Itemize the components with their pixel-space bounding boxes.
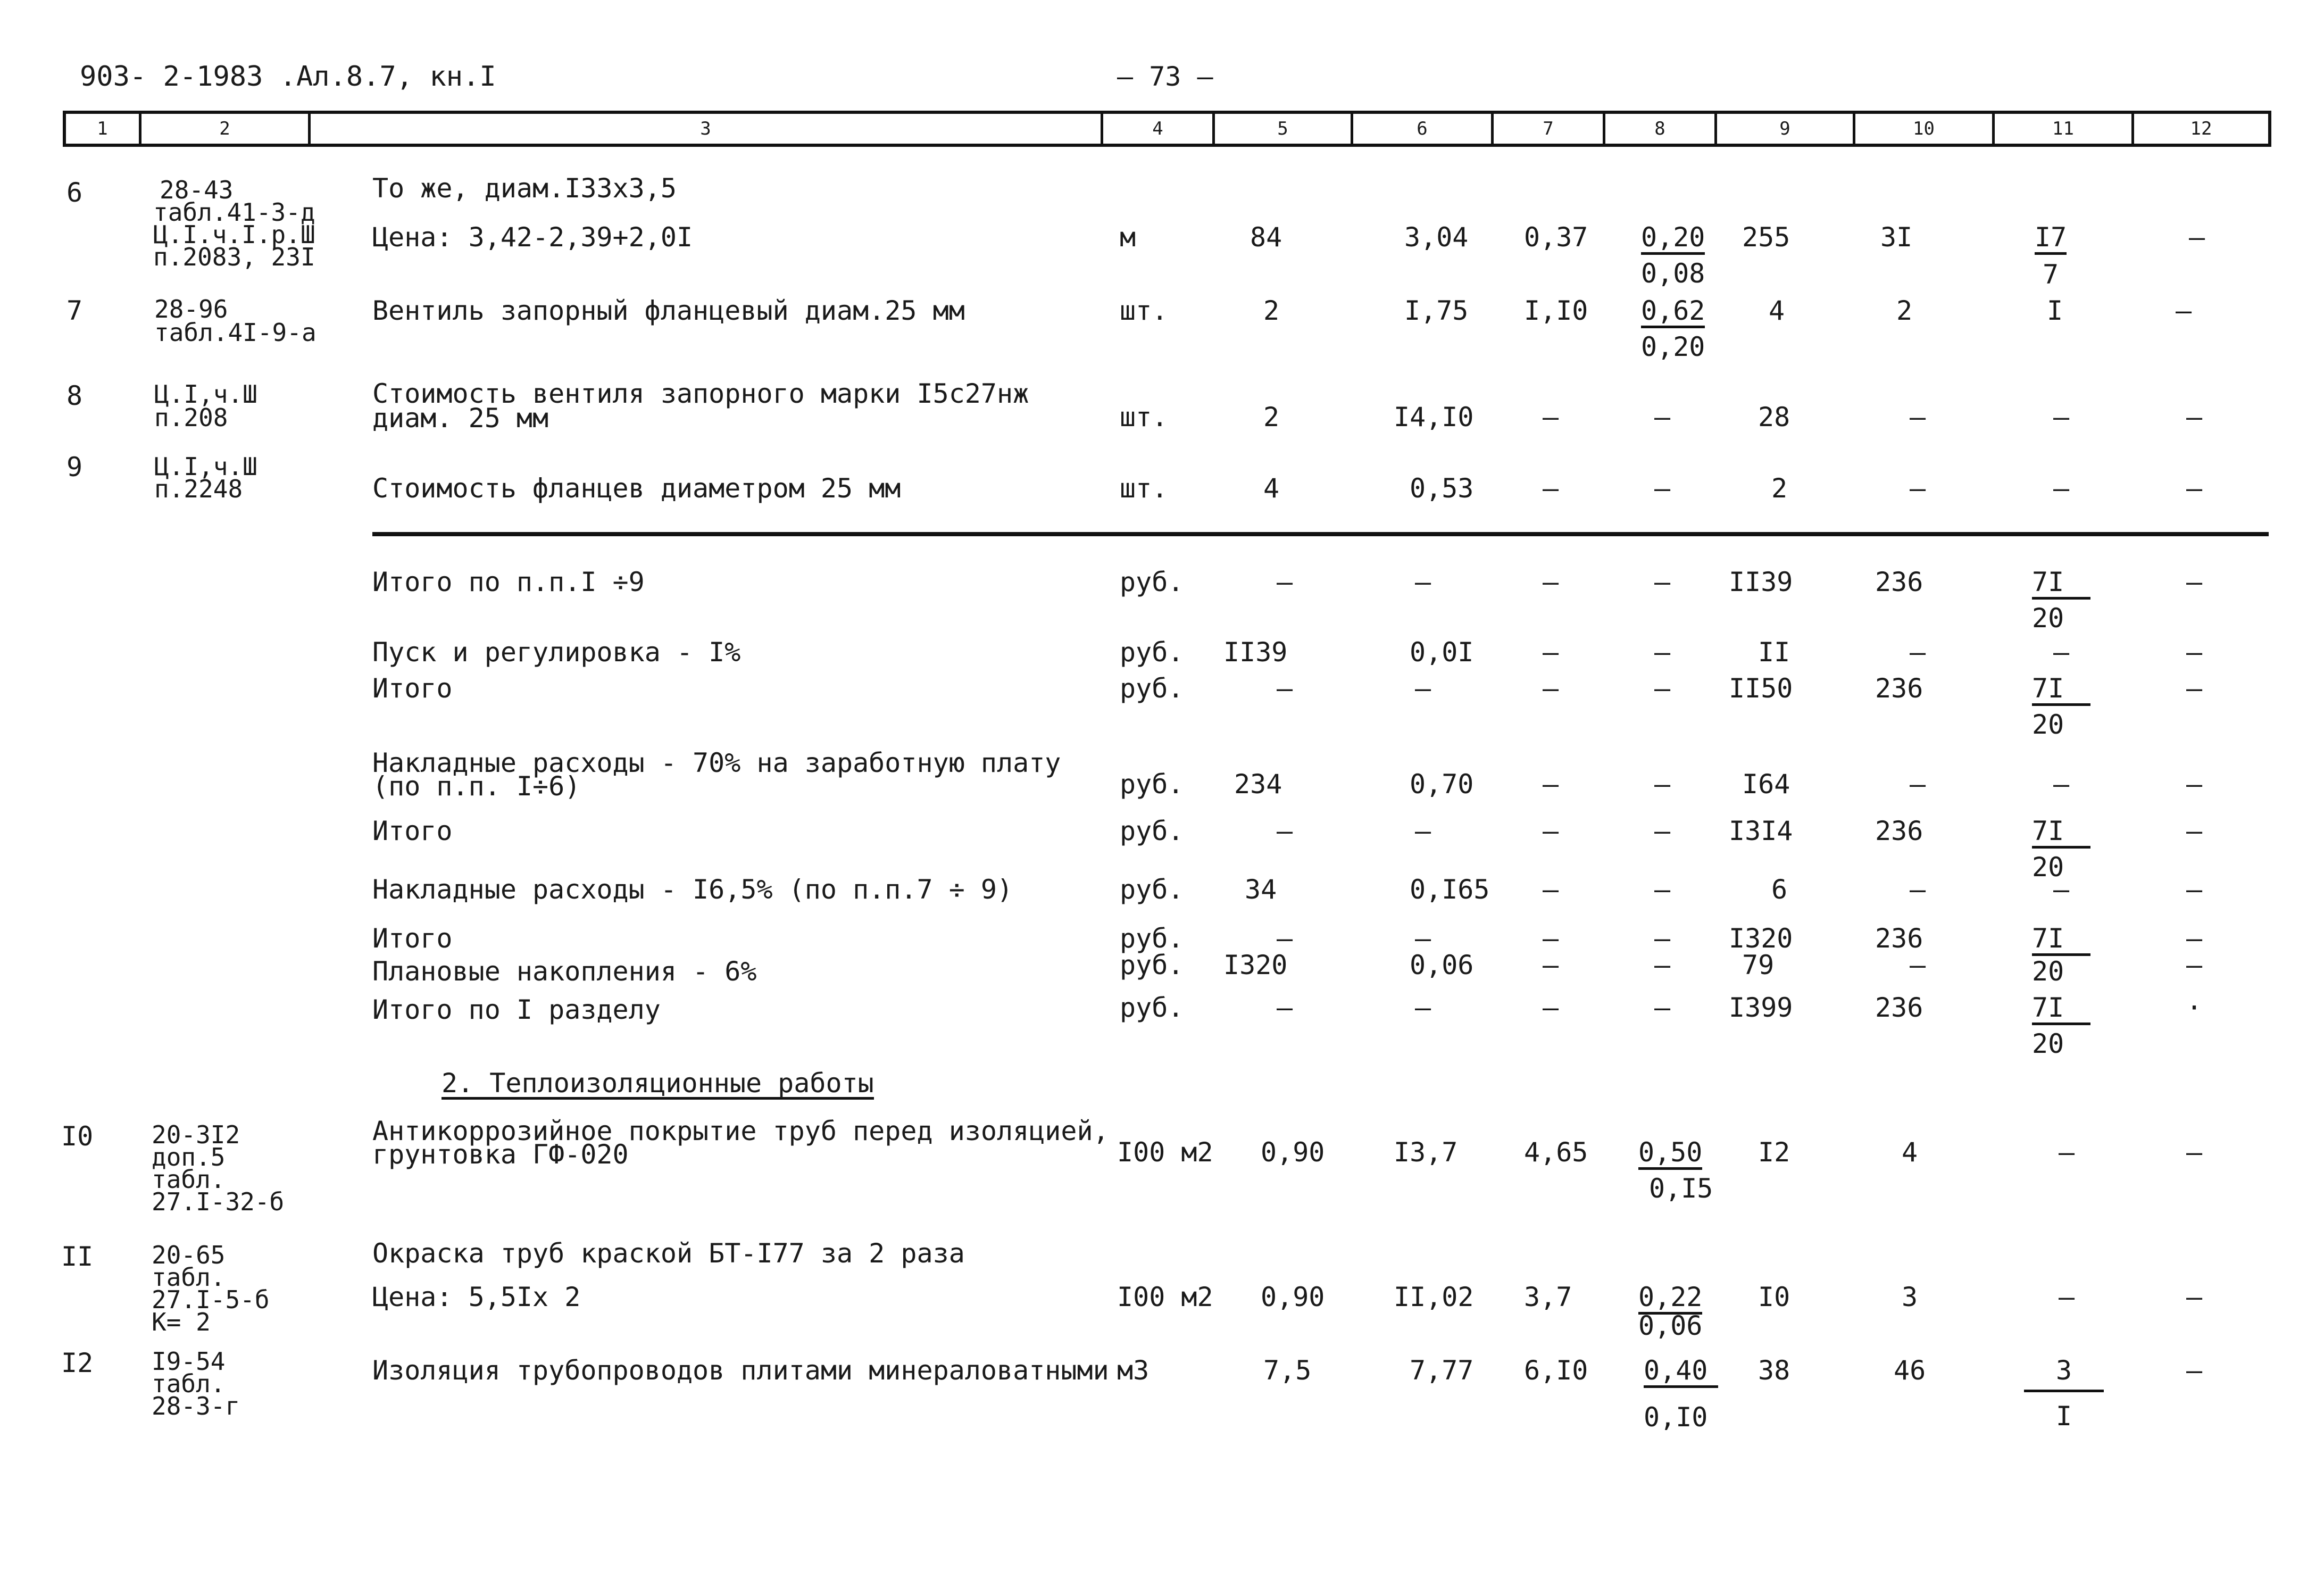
- section-divider: [372, 532, 2269, 536]
- cell-c5: –: [1277, 816, 1293, 846]
- total-unit: руб.: [1120, 923, 1184, 954]
- cell-c10: 46: [1894, 1355, 1926, 1386]
- row-code: 28-3-г: [152, 1392, 240, 1420]
- cell-c12: –: [2186, 769, 2203, 800]
- cell-c11: –: [2053, 637, 2070, 668]
- cell-c10: 3I: [1880, 222, 1913, 253]
- cell-c6: 7,77: [1410, 1355, 1474, 1386]
- cell-c7: –: [1543, 923, 1559, 954]
- cell-c12: ·: [2186, 992, 2203, 1023]
- cell-c8-denominator: 0,20: [1641, 331, 1705, 362]
- cell-c12: –: [2186, 673, 2203, 704]
- cell-c6: I4,I0: [1394, 402, 1474, 433]
- cell-c8-denominator: 0,I0: [1644, 1402, 1708, 1433]
- row-description: То же, диам.I33х3,5: [372, 173, 677, 204]
- total-unit: руб.: [1120, 816, 1184, 846]
- cell-c9: I399: [1729, 992, 1793, 1023]
- row-code: 20-3I2: [152, 1120, 240, 1149]
- cell-c8: –: [1654, 816, 1671, 846]
- row-description: Изоляция трубопроводов плитами минераловатными: [372, 1355, 1109, 1386]
- row-code: Ц.I,ч.Ш: [154, 380, 257, 409]
- row-code: табл.4I-9-а: [154, 318, 316, 347]
- column-header: 7: [1494, 114, 1605, 144]
- cell-c12: –: [2186, 567, 2203, 597]
- row-number: 6: [66, 177, 83, 208]
- total-unit: руб.: [1120, 769, 1184, 800]
- total-description: Итого по п.п.I ÷9: [372, 567, 645, 597]
- cell-c12: –: [2186, 1355, 2203, 1386]
- row-description: Окраска труб краской БТ-I77 за 2 раза: [372, 1238, 965, 1269]
- cell-c9: 6: [1771, 874, 1788, 905]
- cell-c9: 38: [1758, 1355, 1790, 1386]
- column-header-row: [63, 111, 2271, 147]
- cell-c8: –: [1654, 874, 1671, 905]
- cell-c11: –: [2053, 769, 2070, 800]
- cell-c6: –: [1415, 567, 1431, 597]
- row-unit: м3: [1117, 1355, 1149, 1386]
- cell-c9: 255: [1742, 222, 1790, 253]
- cell-c8: –: [1654, 992, 1671, 1023]
- cell-c5: 84: [1250, 222, 1282, 253]
- cell-c6: 0,70: [1410, 769, 1474, 800]
- row-unit: шт.: [1120, 295, 1168, 326]
- total-unit: руб.: [1120, 637, 1184, 668]
- cell-c7: 4,65: [1524, 1137, 1588, 1168]
- cell-c5: 2: [1263, 402, 1280, 433]
- row-code: 28-96: [154, 295, 228, 323]
- cell-c11-denominator: 20: [2032, 852, 2064, 883]
- cell-c6: I3,7: [1394, 1137, 1458, 1168]
- row-number: II: [61, 1241, 94, 1272]
- row-unit: шт.: [1120, 402, 1168, 433]
- cell-c12: –: [2186, 473, 2203, 504]
- cell-c5: –: [1277, 673, 1293, 704]
- cell-c11: –: [2053, 874, 2070, 905]
- row-unit: м: [1120, 222, 1136, 253]
- cell-c10: 236: [1875, 923, 1923, 954]
- cell-c7: 3,7: [1524, 1282, 1572, 1312]
- total-description-continued: (по п.п. I÷6): [372, 771, 581, 802]
- cell-c8-denominator: 0,I5: [1649, 1173, 1713, 1204]
- cell-c10: 2: [1896, 295, 1913, 326]
- column-header: 12: [2190, 118, 2212, 139]
- row-number: 9: [66, 452, 83, 483]
- total-description: Накладные расходы - 70% на заработную плату: [372, 747, 1061, 778]
- cell-c11-numerator: 7I: [2032, 817, 2090, 849]
- total-unit: руб.: [1120, 992, 1184, 1023]
- column-header: 6: [1353, 114, 1494, 144]
- row-description: грунтовка ГФ-020: [372, 1139, 629, 1170]
- cell-c11-denominator: 20: [2032, 603, 2064, 634]
- cell-c12: –: [2186, 637, 2203, 668]
- cell-c5: –: [1277, 992, 1293, 1023]
- cell-c11-numerator: 7I: [2032, 675, 2090, 706]
- cell-c5: 4: [1263, 473, 1280, 504]
- row-code: Ц.I,ч.Ш: [154, 452, 257, 481]
- total-description: Итого: [372, 673, 453, 704]
- total-unit: руб.: [1120, 950, 1184, 980]
- cell-c6: 3,04: [1404, 222, 1469, 253]
- cell-c11-numerator: 7I: [2032, 994, 2090, 1025]
- cell-c12: –: [2186, 1137, 2203, 1168]
- cell-c8-denominator: 0,08: [1641, 258, 1705, 289]
- total-unit: руб.: [1120, 567, 1184, 597]
- row-description: Цена: 5,5Iх 2: [372, 1282, 581, 1312]
- row-code: доп.5: [152, 1143, 226, 1171]
- cell-c8-numerator: 0,62: [1641, 297, 1705, 328]
- cell-c9: II50: [1729, 673, 1793, 704]
- row-code: п.208: [154, 403, 228, 432]
- row-number: 8: [66, 380, 83, 411]
- row-description: Цена: 3,42-2,39+2,0I: [372, 222, 693, 253]
- row-description: Стоимость фланцев диаметром 25 мм: [372, 473, 901, 504]
- row-code: табл.: [152, 1263, 226, 1292]
- cell-c8-numerator: 0,50: [1638, 1138, 1702, 1170]
- cell-c6: –: [1415, 673, 1431, 704]
- cell-c10: 236: [1875, 567, 1923, 597]
- column-header: 3: [311, 114, 1103, 144]
- cell-c9: II: [1758, 637, 1790, 668]
- cell-c10: 236: [1875, 816, 1923, 846]
- cell-c5: 0,90: [1261, 1137, 1325, 1168]
- cell-c8: –: [1654, 637, 1671, 668]
- cell-c8-numerator: 0,40: [1644, 1357, 1718, 1388]
- column-header: 11: [1995, 114, 2134, 144]
- cell-c5: 2: [1263, 295, 1280, 326]
- cell-c11-denominator: I: [2056, 1401, 2072, 1432]
- cell-c10: –: [1910, 402, 1926, 433]
- cell-c10: 236: [1875, 673, 1923, 704]
- cell-c11-numerator: 7I: [2032, 925, 2090, 956]
- row-code: Ц.I.ч.I.р.Ш: [153, 220, 315, 249]
- cell-c7: –: [1543, 769, 1559, 800]
- cell-c6: 0,06: [1410, 950, 1474, 980]
- row-number: I0: [61, 1121, 94, 1152]
- cell-c7: 0,37: [1524, 222, 1588, 253]
- cell-c7: –: [1543, 402, 1559, 433]
- cell-c10: –: [1910, 874, 1926, 905]
- cell-c11-numerator: 7I: [2032, 568, 2090, 600]
- cell-c11-numerator: I7: [2035, 223, 2067, 255]
- row-description: Стоимость вентиля запорного марки I5с27нж: [372, 378, 1029, 409]
- cell-c8: –: [1654, 769, 1671, 800]
- column-header: 8: [1605, 114, 1717, 144]
- cell-c8-denominator: 0,06: [1638, 1310, 1703, 1341]
- row-description: Антикоррозийное покрытие труб перед изоляцией,: [372, 1116, 1109, 1146]
- cell-c7: –: [1543, 816, 1559, 846]
- cell-c8-numerator: 0,20: [1641, 223, 1705, 255]
- total-description: Плановые накопления - 6%: [372, 956, 757, 987]
- cell-c5: 7,5: [1263, 1355, 1312, 1386]
- row-description: Вентиль запорный фланцевый диам.25 мм: [372, 295, 965, 326]
- cell-c10: –: [1910, 473, 1926, 504]
- row-code: I9-54: [152, 1347, 226, 1376]
- cell-c11: –: [2053, 402, 2070, 433]
- cell-c8: –: [1654, 473, 1671, 504]
- cell-c6: 0,I65: [1410, 874, 1490, 905]
- total-description: Накладные расходы - I6,5% (по п.п.7 ÷ 9): [372, 874, 1013, 905]
- document-reference: 903- 2-1983 .Ал.8.7, кн.I: [80, 61, 496, 93]
- total-unit: руб.: [1120, 673, 1184, 704]
- cell-c11-denominator: 20: [2032, 709, 2064, 740]
- cell-c9: 79: [1742, 950, 1775, 980]
- cell-c11-numerator: 3: [2024, 1357, 2104, 1392]
- total-description: Итого: [372, 923, 453, 954]
- total-description: Итого по I разделу: [372, 994, 661, 1025]
- cell-c12: –: [2186, 950, 2203, 980]
- cell-c5: –: [1277, 567, 1293, 597]
- cell-c11: –: [2059, 1137, 2075, 1168]
- row-code: 27.I-5-б: [152, 1285, 270, 1314]
- cell-c12: –: [2186, 1282, 2203, 1312]
- cell-c9: I64: [1742, 769, 1790, 800]
- cell-c8: –: [1654, 923, 1671, 954]
- column-header: 4: [1103, 114, 1215, 144]
- cell-c9: II39: [1729, 567, 1793, 597]
- cell-c7: –: [1543, 473, 1559, 504]
- cell-c11-denominator: 7: [2043, 259, 2059, 290]
- cell-c11: –: [2059, 1282, 2075, 1312]
- cell-c10: –: [1910, 950, 1926, 980]
- cell-c7: I,I0: [1524, 295, 1588, 326]
- row-unit: I00 м2: [1117, 1137, 1213, 1168]
- cell-c10: –: [1910, 637, 1926, 668]
- row-unit: шт.: [1120, 473, 1168, 504]
- cell-c11: –: [2053, 473, 2070, 504]
- cell-c8: –: [1654, 673, 1671, 704]
- cell-c11-denominator: 20: [2032, 1028, 2064, 1059]
- page-number: — 73 —: [1117, 61, 1213, 92]
- cell-c6: –: [1415, 816, 1431, 846]
- cell-c6: 0,0I: [1410, 637, 1474, 668]
- cell-c5: –: [1277, 923, 1293, 954]
- cell-c11-denominator: 20: [2032, 956, 2064, 987]
- section-title: 2. Теплоизоляционные работы: [442, 1068, 874, 1099]
- cell-c9: 2: [1771, 473, 1788, 504]
- cell-c5: I320: [1223, 950, 1288, 980]
- cell-c7: –: [1543, 992, 1559, 1023]
- cell-c12: –: [2186, 923, 2203, 954]
- row-code: табл.: [152, 1369, 226, 1398]
- row-number: I2: [61, 1348, 94, 1378]
- cell-c12: –: [2176, 295, 2192, 326]
- cell-c9: 28: [1758, 402, 1790, 433]
- cell-c6: II,02: [1394, 1282, 1474, 1312]
- cell-c10: 236: [1875, 992, 1923, 1023]
- cell-c8-numerator: 0,22: [1638, 1283, 1702, 1315]
- cell-c9: I3I4: [1729, 816, 1793, 846]
- cell-c8: –: [1654, 402, 1671, 433]
- cell-c6: –: [1415, 992, 1431, 1023]
- row-code: 28-43: [160, 176, 234, 204]
- cell-c5: 0,90: [1261, 1282, 1325, 1312]
- cell-c9: I320: [1729, 923, 1793, 954]
- cell-c6: –: [1415, 923, 1431, 954]
- cell-c6: 0,53: [1410, 473, 1474, 504]
- cell-c12: –: [2186, 402, 2203, 433]
- row-code: 20-65: [152, 1241, 226, 1269]
- cell-c5: 234: [1234, 769, 1282, 800]
- total-unit: руб.: [1120, 874, 1184, 905]
- row-code: п.2083, 23I: [153, 243, 315, 271]
- column-header: 10: [1855, 114, 1995, 144]
- cell-c7: –: [1543, 673, 1559, 704]
- row-code: табл.41-3-д: [153, 198, 315, 227]
- cell-c6: I,75: [1404, 295, 1469, 326]
- cell-c12: –: [2189, 222, 2205, 253]
- cell-c9: I0: [1758, 1282, 1790, 1312]
- column-header: 1: [66, 114, 141, 144]
- row-code: п.2248: [154, 475, 243, 503]
- row-description: диам. 25 мм: [372, 403, 549, 434]
- cell-c12: –: [2186, 874, 2203, 905]
- row-number: 7: [66, 295, 83, 326]
- cell-c7: 6,I0: [1524, 1355, 1588, 1386]
- cell-c7: –: [1543, 637, 1559, 668]
- cell-c12: –: [2186, 816, 2203, 846]
- column-header: 5: [1215, 114, 1353, 144]
- column-header: 2: [141, 114, 311, 144]
- row-code: К= 2: [152, 1308, 211, 1336]
- cell-c10: 4: [1902, 1137, 1918, 1168]
- cell-c5: 34: [1245, 874, 1277, 905]
- total-description: Пуск и регулировка - I%: [372, 637, 741, 668]
- cell-c8: –: [1654, 950, 1671, 980]
- cell-c11: I: [2047, 295, 2063, 326]
- cell-c10: 3: [1902, 1282, 1918, 1312]
- cell-c9: 4: [1769, 295, 1785, 326]
- cell-c5: II39: [1223, 637, 1288, 668]
- total-description: Итого: [372, 816, 453, 846]
- cell-c9: I2: [1758, 1137, 1790, 1168]
- cell-c8: –: [1654, 567, 1671, 597]
- cell-c10: –: [1910, 769, 1926, 800]
- cell-c7: –: [1543, 950, 1559, 980]
- cell-c7: –: [1543, 567, 1559, 597]
- cell-c7: –: [1543, 874, 1559, 905]
- row-code: табл.: [152, 1165, 226, 1194]
- row-code: 27.I-32-б: [152, 1187, 285, 1216]
- row-unit: I00 м2: [1117, 1282, 1213, 1312]
- column-header: 9: [1717, 114, 1855, 144]
